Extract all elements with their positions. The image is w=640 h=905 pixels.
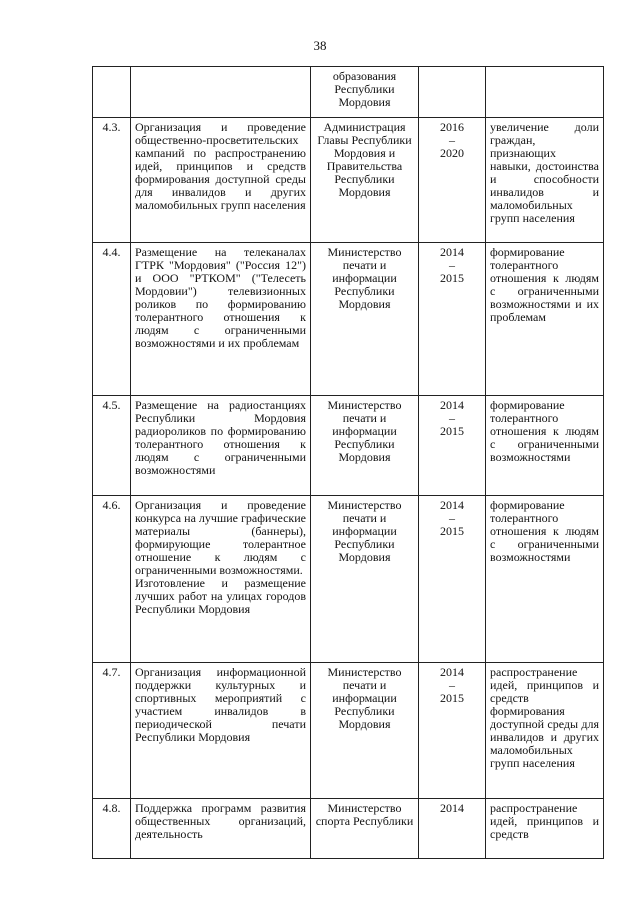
result-cell xyxy=(486,67,604,118)
result-cell: формирование толерантного отношения к людям с ограниченными возможностями xyxy=(486,496,604,663)
event-cell xyxy=(131,496,311,663)
event-text: Изготовление и размещение лучших работ на улицах городов Республики Мордовия xyxy=(135,576,306,616)
event-cell xyxy=(131,663,311,799)
row-number: 4.8. xyxy=(93,799,131,859)
term-text: 2015 xyxy=(440,691,464,705)
row-number: 4.5. xyxy=(93,396,131,496)
activities-table-body xyxy=(93,67,604,859)
executor-cell: Министерство печати и информации Республики Мордовия xyxy=(311,396,419,496)
term-text: 2020 xyxy=(440,146,464,160)
executor-cell: Министерство печати и информации Республики Мордовия xyxy=(311,663,419,799)
table-row xyxy=(93,118,604,243)
term-cell xyxy=(419,67,486,118)
page-number: 38 xyxy=(313,38,327,53)
event-text: Организация информационной поддержки культурных и спортивных мероприятий с участием инвалидов в периодической печати Республики Мордовия xyxy=(135,665,306,744)
event-text: Организация и проведение конкурса на лучшие графические материалы (баннеры), формирующие толерантное отношение к людям с ограниченными возможностями. xyxy=(135,498,306,577)
row-number: 4.4. xyxy=(93,243,131,396)
table-row xyxy=(93,496,604,663)
term-text: – xyxy=(449,678,455,692)
term-cell xyxy=(419,663,486,799)
result-cell: увеличение доли граждан, признающих навыки, достоинства и способности инвалидов и маломобильных групп населения xyxy=(486,118,604,243)
table-row xyxy=(93,243,604,396)
term-cell xyxy=(419,496,486,663)
term-text: 2015 xyxy=(440,524,464,538)
term-text: – xyxy=(449,511,455,525)
executor-cell: Министерство печати и информации Республики Мордовия xyxy=(311,496,419,663)
event-text: Размещение на телеканалах ГТРК "Мордовия" ("Россия 12") и ООО "РТКОМ" ("Телесеть Мордовии") телевизионных роликов по формированию толерантного отношения к людям с ограниченными возможностями и их проблемам xyxy=(135,245,306,350)
term-text: 2014 xyxy=(440,665,464,679)
table-row xyxy=(93,663,604,799)
executor-cell: Министерство печати и информации Республики Мордовия xyxy=(311,243,419,396)
term-text: 2016 xyxy=(440,120,464,134)
result-cell: формирование толерантного отношения к людям с ограниченными возможностями и их проблемам xyxy=(486,243,604,396)
table-row xyxy=(93,799,604,859)
term-text: 2014 xyxy=(440,245,464,259)
event-cell xyxy=(131,118,311,243)
result-cell: распространение идей, принципов и средств xyxy=(486,799,604,859)
event-text: Организация и проведение общественно-просветительских кампаний по распространению идей, принципов и средств формирования доступной среды для инвалидов и других маломобильных групп населения xyxy=(135,120,306,212)
result-cell: распространение идей, принципов и средств формирования доступной среды для инвалидов и других маломобильных групп населения xyxy=(486,663,604,799)
table-row xyxy=(93,396,604,496)
row-number: 4.6. xyxy=(93,496,131,663)
term-text: 2014 xyxy=(440,801,464,815)
activities-table xyxy=(92,66,604,859)
result-cell: формирование толерантного отношения к людям с ограниченными возможностями xyxy=(486,396,604,496)
term-text: 2015 xyxy=(440,271,464,285)
term-text: – xyxy=(449,133,455,147)
row-number: 4.7. xyxy=(93,663,131,799)
term-cell xyxy=(419,243,486,396)
event-text: Размещение на радиостанциях Республики Мордовия радиороликов по формированию толерантного отношения к людям с ограниченными возможностями xyxy=(135,398,306,477)
term-text: 2015 xyxy=(440,424,464,438)
term-text: – xyxy=(449,411,455,425)
row-number xyxy=(93,67,131,118)
term-cell xyxy=(419,118,486,243)
term-text: 2014 xyxy=(440,398,464,412)
term-cell xyxy=(419,396,486,496)
table-row xyxy=(93,67,604,118)
term-text: – xyxy=(449,258,455,272)
event-cell xyxy=(131,243,311,396)
event-cell xyxy=(131,396,311,496)
term-text: 2014 xyxy=(440,498,464,512)
executor-cell: Администрация Главы Республики Мордовия и Правительства Республики Мордовия xyxy=(311,118,419,243)
executor-cell: Министерство спорта Республики xyxy=(311,799,419,859)
executor-cell: образования Республики Мордовия xyxy=(311,67,419,118)
term-cell xyxy=(419,799,486,859)
event-text: Поддержка программ развития общественных организаций, деятельность xyxy=(135,801,306,841)
row-number: 4.3. xyxy=(93,118,131,243)
event-cell xyxy=(131,799,311,859)
event-cell xyxy=(131,67,311,118)
